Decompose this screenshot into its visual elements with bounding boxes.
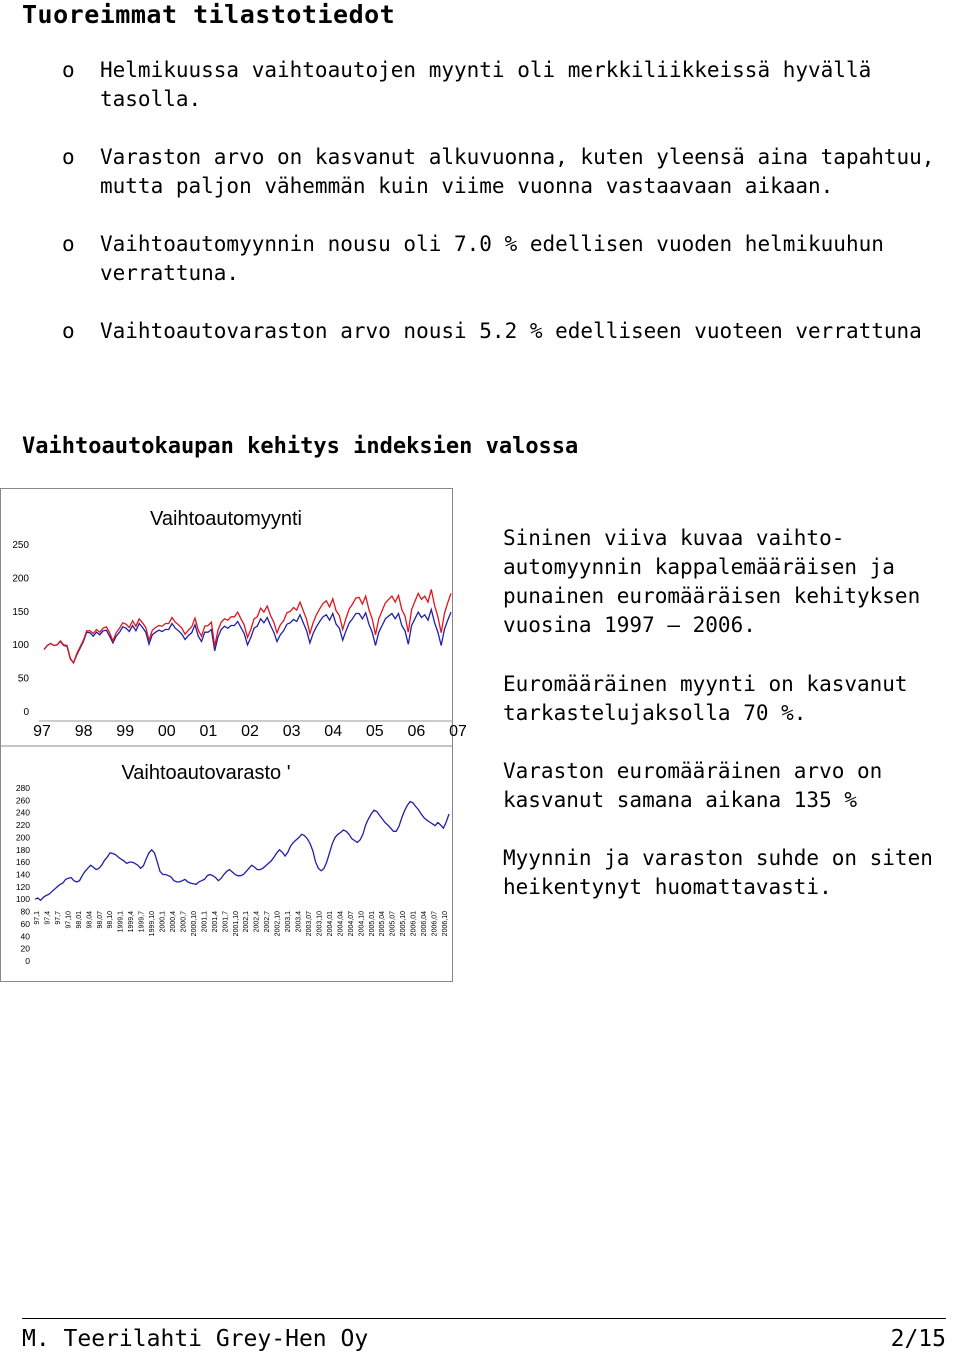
x-tick-label: 2000,4 — [170, 911, 177, 933]
side-text-sales-growth — [503, 670, 953, 728]
side-text-legend — [503, 524, 953, 640]
x-tick-label: 2002,1 — [243, 911, 251, 933]
side-text-ratio — [503, 844, 953, 902]
x-tick-label: 2000,7 — [180, 911, 188, 933]
side-paragraph: Sininen viiva kuvaa vaihto-automyynnin kappalemääräisen ja punainen euromääräisen kehityksen vuosina 1997 – 2006. — [503, 526, 921, 637]
x-tick-label: 06 — [407, 723, 426, 740]
x-tick-label: 2004,07 — [347, 911, 355, 937]
bullet-item — [0, 56, 940, 114]
x-tick-label: 07 — [449, 723, 467, 740]
x-tick-label: 2001,7 — [222, 911, 230, 933]
y-tick-label: 240 — [15, 807, 30, 818]
chart-title-sales: Vaihtoautomyynti — [150, 508, 302, 530]
x-tick-label: 98,01 — [75, 911, 83, 929]
x-tick-label: 2006,01 — [410, 911, 418, 937]
x-tick-label: 2002,7 — [264, 911, 272, 933]
bullet-item — [0, 317, 940, 346]
x-tick-label: 03 — [282, 723, 301, 740]
bullet-item — [0, 143, 940, 201]
x-tick-label: 99 — [116, 723, 135, 740]
x-tick-label: 2005,10 — [400, 911, 408, 937]
y-tick-label: 120 — [15, 881, 30, 892]
y-tick-label: 60 — [20, 918, 30, 929]
footer-company: M. Teerilahti Grey-Hen Oy — [22, 1326, 369, 1352]
page-heading: Tuoreimmat tilastotiedot — [22, 0, 396, 29]
bullet-text: Helmikuussa vaihtoautojen myynti oli merkkiliikkeissä hyvällä tasolla. — [100, 58, 872, 111]
x-tick-label: 1999,7 — [138, 911, 146, 933]
x-tick-label: 05 — [365, 723, 384, 740]
x-tick-label: 2003,1 — [285, 911, 293, 933]
series-line-euros — [44, 589, 451, 663]
y-tick-label: 160 — [15, 857, 30, 868]
x-tick-label: 2005,01 — [368, 911, 376, 937]
x-tick-label: 2003,10 — [316, 911, 324, 937]
side-paragraph: Myynnin ja varaston suhde on siten heikentynyt huomattavasti. — [503, 846, 933, 899]
y-tick-label: 260 — [15, 795, 30, 806]
x-tick-label: 02 — [241, 723, 259, 740]
x-tick-label: 2004,10 — [358, 911, 366, 937]
x-tick-label: 2003,4 — [295, 911, 303, 933]
y-tick-label: 200 — [12, 573, 29, 585]
series-line-stock — [35, 802, 449, 901]
x-tick-label: 2000,10 — [190, 911, 198, 937]
bullet-item — [0, 230, 940, 288]
y-tick-label: 220 — [15, 820, 30, 831]
side-paragraph: Euromääräinen myynti on kasvanut tarkastelujaksolla 70 %. — [503, 672, 908, 725]
bullet-marker: o — [62, 58, 75, 82]
y-tick-label: 40 — [20, 931, 30, 942]
charts-svg — [1, 489, 467, 981]
x-tick-label: 2001,1 — [201, 911, 209, 933]
bullet-list — [0, 56, 940, 375]
side-text-stock-growth — [503, 757, 953, 815]
y-tick-label: 150 — [12, 606, 29, 618]
x-tick-label: 2002,4 — [253, 911, 261, 933]
footer-divider — [22, 1318, 946, 1319]
x-tick-label: 98 — [74, 723, 93, 740]
bullet-marker: o — [62, 232, 75, 256]
bullet-marker: o — [62, 145, 75, 169]
x-tick-label: 2006,07 — [431, 911, 439, 937]
x-tick-label: 2001,10 — [232, 911, 240, 937]
y-tick-label: 100 — [12, 640, 29, 652]
bullet-marker: o — [62, 319, 75, 343]
bullet-text: Varaston arvo on kasvanut alkuvuonna, kuten yleensä aina tapahtuu, mutta paljon vähemmän kuin viime vuonna vastaavaan aikaan. — [100, 145, 935, 198]
y-tick-label: 200 — [15, 832, 30, 843]
x-tick-label: 97,4 — [44, 911, 52, 925]
x-tick-label: 2006,10 — [442, 911, 449, 937]
y-tick-label: 80 — [20, 906, 30, 917]
chart-title-stock: Vaihtoautovarasto ' — [121, 762, 291, 784]
x-tick-label: 98,07 — [96, 911, 104, 929]
x-tick-label: 97 — [33, 723, 51, 740]
x-tick-label: 1999,1 — [117, 911, 125, 933]
x-tick-label: 2006,04 — [421, 911, 429, 937]
charts-container — [0, 488, 467, 982]
section-title: Vaihtoautokaupan kehitys indeksien valossa — [22, 434, 579, 459]
x-tick-label: 2005,04 — [379, 911, 387, 937]
x-tick-label: 97,7 — [54, 911, 62, 925]
bullet-text: Vaihtoautovaraston arvo nousi 5.2 % edelliseen vuoteen verrattuna — [100, 319, 922, 343]
y-tick-label: 20 — [20, 943, 30, 954]
y-tick-label: 250 — [12, 540, 29, 551]
page-number: 2/15 — [890, 1326, 946, 1352]
y-tick-label: 0 — [25, 956, 30, 966]
x-tick-label: 98,04 — [86, 911, 94, 929]
x-tick-label: 2003,07 — [306, 911, 313, 937]
x-tick-label: 00 — [157, 723, 176, 740]
x-tick-label: 98,10 — [107, 911, 115, 929]
x-tick-label: 97,1 — [34, 911, 41, 925]
x-tick-label: 2004,01 — [326, 911, 334, 937]
x-tick-label: 2004,04 — [337, 911, 345, 937]
y-tick-label: 100 — [15, 894, 30, 905]
y-tick-label: 140 — [15, 869, 30, 880]
x-tick-label: 04 — [324, 723, 343, 740]
x-tick-label: 2002,10 — [274, 911, 282, 937]
x-tick-label: 2001,4 — [211, 911, 219, 933]
side-paragraph: Varaston euromääräinen arvo on kasvanut samana aikana 135 % — [503, 759, 883, 812]
bullet-text: Vaihtoautomyynnin nousu oli 7.0 % edellisen vuoden helmikuuhun verrattuna. — [100, 232, 884, 285]
y-tick-label: 0 — [23, 707, 29, 718]
x-tick-label: 97,10 — [65, 911, 73, 929]
x-tick-label: 1999,10 — [149, 911, 157, 937]
y-tick-label: 180 — [15, 844, 30, 855]
x-tick-label: 2000,1 — [159, 911, 167, 933]
y-tick-label: 280 — [15, 783, 30, 793]
x-tick-label: 2005,07 — [389, 911, 397, 937]
x-tick-label: 1999,4 — [128, 911, 136, 933]
x-tick-label: 01 — [199, 723, 218, 740]
y-tick-label: 50 — [17, 673, 29, 685]
